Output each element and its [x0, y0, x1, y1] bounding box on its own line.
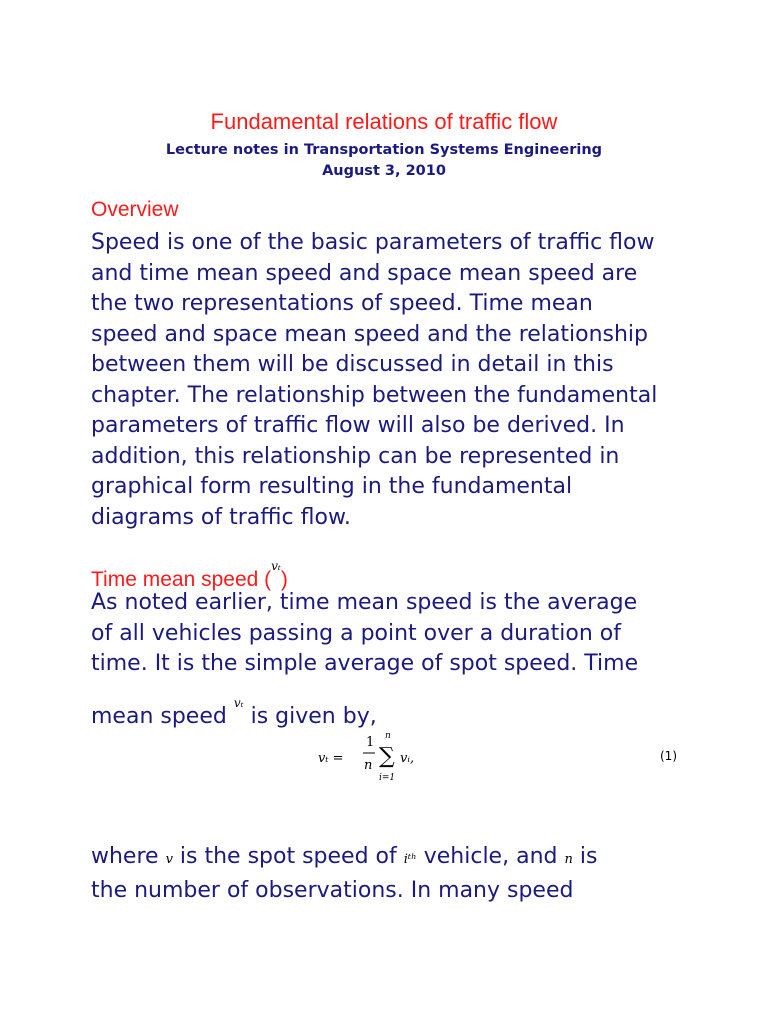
summation-icon: ∑ [379, 744, 395, 769]
sum-lower-limit: i=1 [379, 773, 396, 783]
document-date: August 3, 2010 [322, 163, 446, 179]
vt-symbol: vₜ [271, 559, 281, 573]
paragraph-line: speed and space mean speed and the relationship [91, 321, 649, 347]
document-title: Fundamental relations of traffic flow [210, 109, 558, 134]
line-text: is the spot speed of [172, 844, 404, 869]
paragraph-line: the two representations of speed. Time mean [91, 291, 593, 316]
paragraph-line: Speed is one of the basic parameters of traffic flow [91, 230, 655, 255]
line-text: vehicle, and [416, 844, 565, 869]
where-paragraph [91, 842, 731, 906]
paragraph-line [91, 688, 731, 733]
document-subtitle: Lecture notes in Transportation Systems Engineering [165, 142, 603, 158]
line-text: mean speed [91, 703, 234, 729]
equation-term: vᵢ, [400, 751, 415, 766]
v-symbol: v [165, 852, 173, 867]
overview-paragraph [91, 228, 731, 533]
vt-symbol: vₜ [233, 695, 244, 710]
time-mean-speed-paragraph [91, 588, 731, 732]
heading-text-end: ) [280, 568, 288, 591]
equation-lhs: vₜ = [318, 751, 344, 766]
line-text-end: is given by, [243, 703, 377, 729]
paragraph-line: time. It is the simple average of spot speed. Time [91, 651, 639, 676]
line-text: is [572, 844, 598, 869]
heading-text: Time mean speed ( [91, 568, 272, 591]
line-text: where [91, 844, 166, 869]
equation-denominator: n [364, 758, 373, 773]
paragraph-line: As noted earlier, time mean speed is the average [91, 590, 638, 615]
n-symbol: n [564, 852, 573, 867]
paragraph-line: graphical form resulting in the fundamental [91, 474, 573, 499]
paragraph-line: between them will be discussed in detail in this [91, 352, 614, 377]
overview-heading: Overview [91, 198, 179, 221]
paragraph-line: parameters of traffic flow will also be derived. In [91, 413, 625, 438]
paragraph-line: chapter. The relationship between the fundamental [91, 382, 658, 408]
equation-1 [0, 730, 768, 790]
equation-numerator: 1 [366, 735, 375, 750]
paragraph-line: addition, this relationship can be represented in [91, 443, 620, 469]
paragraph-line: the number of observations. In many speed [91, 877, 574, 903]
equation-number: (1) [660, 749, 677, 763]
paragraph-line: diagrams of traffic flow. [91, 504, 351, 530]
paragraph-line: of all vehicles passing a point over a duration of [91, 620, 621, 646]
sum-upper-limit: n [385, 731, 391, 741]
paragraph-line: and time mean speed and space mean speed are [91, 260, 638, 286]
ith-symbol: iᵗʰ [403, 852, 417, 867]
equation-formula [318, 730, 458, 786]
paragraph-line [91, 842, 731, 876]
